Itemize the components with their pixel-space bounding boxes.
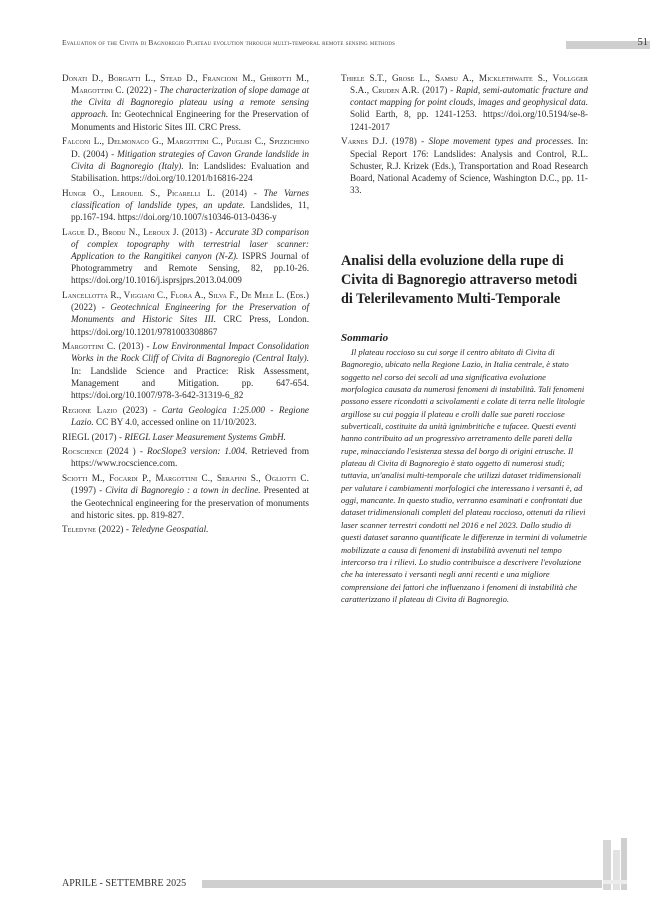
reference-authors: Hungr O., Leroueil S., Picarelli L. (2014)	[62, 187, 248, 198]
reference-item: Lague D., Brodu N., Leroux J. (2013) - Accurate 3D comparison of complex topography with terrestrial laser scanner: Application to the Rangitikei canyon (N-Z). ISPRS Journal of Photogrammetry and Remote Sensing, 82, pp.10-26. https://doi.org/10.1016/j.isprsjprs.2013.04.009	[62, 226, 310, 286]
running-header-title: Evaluation of the Civita di Bagnoregio Plateau evolution through multi-temporal remote sensing methods	[62, 38, 396, 47]
reference-details: Retrieved from https://www.rocscience.com.	[71, 446, 310, 469]
reference-item: Sciotti M., Focardi P., Margottini C., Serafini S., Ogliotti C. (1997) - Civita di Bagnoregio : a town in decline. Presented at the Geotechnical engineering for the preservation of monuments and historic sites. pp. 819-827.	[62, 473, 309, 520]
reference-authors: Falconi L., Delmonaco G., Margottini C., Puglisi C., Spizzichino D. (2004)	[62, 136, 309, 159]
page-number: 51	[637, 37, 648, 48]
summary-heading: Sommario	[341, 332, 389, 344]
summary-body	[341, 346, 588, 605]
references-column-left	[62, 72, 309, 538]
page-footer	[62, 878, 592, 892]
reference-title: Teledyne Geospatial.	[131, 524, 209, 535]
reference-details: Landslides, 11, pp.167-194. https://doi.org/10.1007/s10346-013-0436-y	[71, 199, 310, 222]
reference-authors: Donati D., Borgatti L., Stead D., Francioni M., Ghirotti M., Margottini C. (2022)	[62, 73, 309, 96]
reference-authors: Regione Lazio (2023)	[62, 404, 148, 415]
article-title: Analisi della evoluzione della rupe di Civita di Bagnoregio attraverso metodi di Telerilevamento Multi-Temporale	[341, 253, 578, 307]
journal-logo-icon	[601, 836, 629, 896]
summary-paragraph: Il plateau roccioso su cui sorge il centro abitato di Civita di Bagnoregio, ubicato nella Regione Lazio, in Italia centrale, è stato soggetto nel corso dei secoli ad una significativa evoluzione morfologica causata da numerosi fenomeni di instabilità. Tali fenomeni possono essere ricondotti a scivolamenti e colate di terra nelle litologie argillose su cui poggia il plateau e crolli dalle sue pareti rocciose subverticali, costituite da unità ignimbritiche e tufacee. Questi eventi hanno contribuito ad un progressivo arretramento delle pareti della rupe, minacciando l'esistenza stessa del borgo di origini etrusche. Il plateau di Civita di Bagnoregio è stato oggetto di numerosi studi; tuttavia, un'analisi multi-temporale che utilizzi dataset tridimensionali per valutare i cambiamenti morfologici che interessano i versanti è, ad oggi, mancante. In questo studio, verranno esaminati e confrontati due dataset tridimensionali completi del plateau roccioso, ottenuti da rilievi laser scanner terrestri condotti nel 2016 e nel 2023. Dallo studio di questi dataset saranno quantificate le differenze in termini di volumetrie mobilizzate a causa di fenomeni di instabilità avvenuti nel tempo intercorso tra i rilievi. Lo studio contribuisce a descrivere l'evoluzione che ha interessato i versanti negli anni recenti e una migliore comprensione dei fattori che influenzano i fenomeni di instabilità che caratterizzano il plateau di Civita di Bagnoregio.	[341, 347, 587, 604]
reference-item: Hungr O., Leroueil S., Picarelli L. (2014) - The Varnes classification of landslide types, an update. Landslides, 11, pp.167-194. https://doi.org/10.1007/s10346-013-0436-y	[62, 187, 310, 222]
reference-title: RIEGL Laser Measurement Systems GmbH.	[124, 431, 286, 442]
reference-title: The characterization of slope damage at the Civita di Bagnoregio plateau using a remote sensing approach.	[71, 85, 310, 120]
reference-item: Falconi L., Delmonaco G., Margottini C., Puglisi C., Spizzichino D. (2004) - Mitigation strategies of Cavon Grande landslide in Civita di Bagnoregio (Italy). In: Landslides: Evaluation and Stabilisation. https://doi.org/10.1201/b16816-224	[62, 136, 310, 183]
reference-item: Donati D., Borgatti L., Stead D., Francioni M., Ghirotti M., Margottini C. (2022) - The characterization of slope damage at the Civita di Bagnoregio plateau using a remote sensing approach. In: Geotechnical Engineering for the Preservation of Monuments and Historic Sites III. CRC Press.	[62, 73, 310, 132]
reference-details: In: Geotechnical Engineering for the Preservation of Monuments and Historic Sites III. CRC Press.	[71, 109, 309, 132]
reference-title: Accurate 3D comparison of complex topography with terrestrial laser scanner: Application to the Rangitikei canyon (N-Z).	[71, 226, 309, 261]
reference-authors: Sciotti M., Focardi P., Margottini C., Serafini S., Ogliotti C. (1997)	[62, 473, 309, 496]
reference-title: RocSlope3 version: 1.004.	[146, 446, 248, 457]
reference-details: Presented at the Geotechnical engineering for the preservation of monuments and historic sites. pp. 819-827.	[71, 485, 309, 520]
reference-title: Carta Geologica 1:25.000 - Regione Lazio.	[71, 404, 309, 427]
reference-item: Regione Lazio (2023) - Carta Geologica 1:25.000 - Regione Lazio. CC BY 4.0, accessed online on 11/10/2023.	[62, 404, 309, 427]
footer-decorative-bar	[202, 880, 602, 888]
reference-title: Rapid, semi-automatic fracture and contact mapping for point clouds, images and geophysical data.	[350, 85, 588, 108]
reference-details: In: Landslides: Evaluation and Stabilisation. https://doi.org/10.1201/b16816-224	[71, 160, 309, 183]
reference-title: Slope movement types and processes.	[428, 136, 574, 147]
reference-details: CRC Press, London. https://doi.org/10.1201/9781003308867	[71, 314, 310, 337]
reference-title: Mitigation strategies of Cavon Grande landslide in Civita di Bagnoregio (Italy).	[71, 148, 310, 171]
reference-item: Varnes D.J. (1978) - Slope movement types and processes. In: Special Report 176: Landslides: Analysis and Control, R.L. Schuster, R.J. Krizek (Eds.), Transportation and Road Research Board, National Academy of Science, Washington D.C., pp. 11-33.	[341, 136, 589, 195]
reference-item: Thiele S.T., Grose L., Samsu A., Micklethwaite S., Vollgger S.A., Cruden A.R. (2017) - Rapid, semi-automatic fracture and contact mapping for point clouds, images and geophysical data. Solid Earth, 8, pp. 1241-1253. https://doi.org/10.5194/se-8-1241-2017	[341, 73, 588, 132]
reference-authors: RIEGL (2017)	[62, 431, 117, 442]
reference-item: RIEGL (2017) - RIEGL Laser Measurement Systems GmbH.	[62, 431, 286, 442]
reference-authors: Varnes D.J. (1978)	[341, 136, 417, 147]
footer-issue-date: APRILE - SETTEMBRE 2025	[62, 878, 187, 889]
reference-details: ISPRS Journal of Photogrammetry and Remote Sensing, 82, pp.10-26. https://doi.org/10.1016/j.isprsjprs.2013.04.009	[71, 250, 310, 286]
reference-authors: Lague D., Brodu N., Leroux J. (2013)	[62, 226, 207, 237]
reference-authors: Margottini C. (2013)	[62, 341, 144, 352]
reference-authors: Lancellotta R., Viggiani C., Flora A., Silva F., De Mele L. (Eds.) (2022)	[62, 290, 309, 313]
reference-title: Low Environmental Impact Consolidation Works in the Rock Cliff of Civita di Bagnoregio (Central Italy).	[71, 341, 309, 364]
reference-title: Geotechnical Engineering for the Preservation of Monuments and Historic Sites III.	[71, 302, 309, 325]
reference-authors: Teledyne (2022)	[62, 524, 124, 535]
reference-details: In: Special Report 176: Landslides: Analysis and Control, R.L. Schuster, R.J. Krizek (Eds.), Transportation and Road Research Board, National Academy of Science, Washington D.C., pp. 11-33.	[350, 136, 589, 195]
reference-authors: Rocscience (2024 )	[62, 446, 136, 457]
running-header	[62, 37, 648, 54]
reference-authors: Thiele S.T., Grose L., Samsu A., Micklethwaite S., Vollgger S.A., Cruden A.R. (2017)	[341, 73, 588, 96]
references-column-right	[341, 72, 588, 199]
reference-item: Lancellotta R., Viggiani C., Flora A., Silva F., De Mele L. (Eds.) (2022) - Geotechnical Engineering for the Preservation of Monuments and Historic Sites III. CRC Press, London. https://doi.org/10.1201/9781003308867	[62, 290, 310, 337]
reference-title: Civita di Bagnoregio : a town in decline.	[105, 485, 261, 496]
reference-title: The Varnes classification of landslide types, an update.	[71, 187, 309, 210]
reference-details: Solid Earth, 8, pp. 1241-1253. https://doi.org/10.5194/se-8-1241-2017	[350, 109, 588, 132]
reference-item: Teledyne (2022) - Teledyne Geospatial.	[62, 524, 209, 535]
reference-item: Margottini C. (2013) - Low Environmental Impact Consolidation Works in the Rock Cliff of Civita di Bagnoregio (Central Italy). In: Landslide Science and Practice: Risk Assessment, Management and Mitigation. pp. 647-654. https://doi.org/10.1007/978-3-642-31319-6_82	[62, 341, 309, 400]
reference-details: CC BY 4.0, accessed online on 11/10/2023.	[96, 416, 257, 427]
reference-details: In: Landslide Science and Practice: Risk Assessment, Management and Mitigation. pp. 647-654. https://doi.org/10.1007/978-3-642-31319-6_82	[71, 365, 309, 400]
reference-item: Rocscience (2024 ) - RocSlope3 version: 1.004. Retrieved from https://www.rocscience.com.	[62, 446, 310, 469]
